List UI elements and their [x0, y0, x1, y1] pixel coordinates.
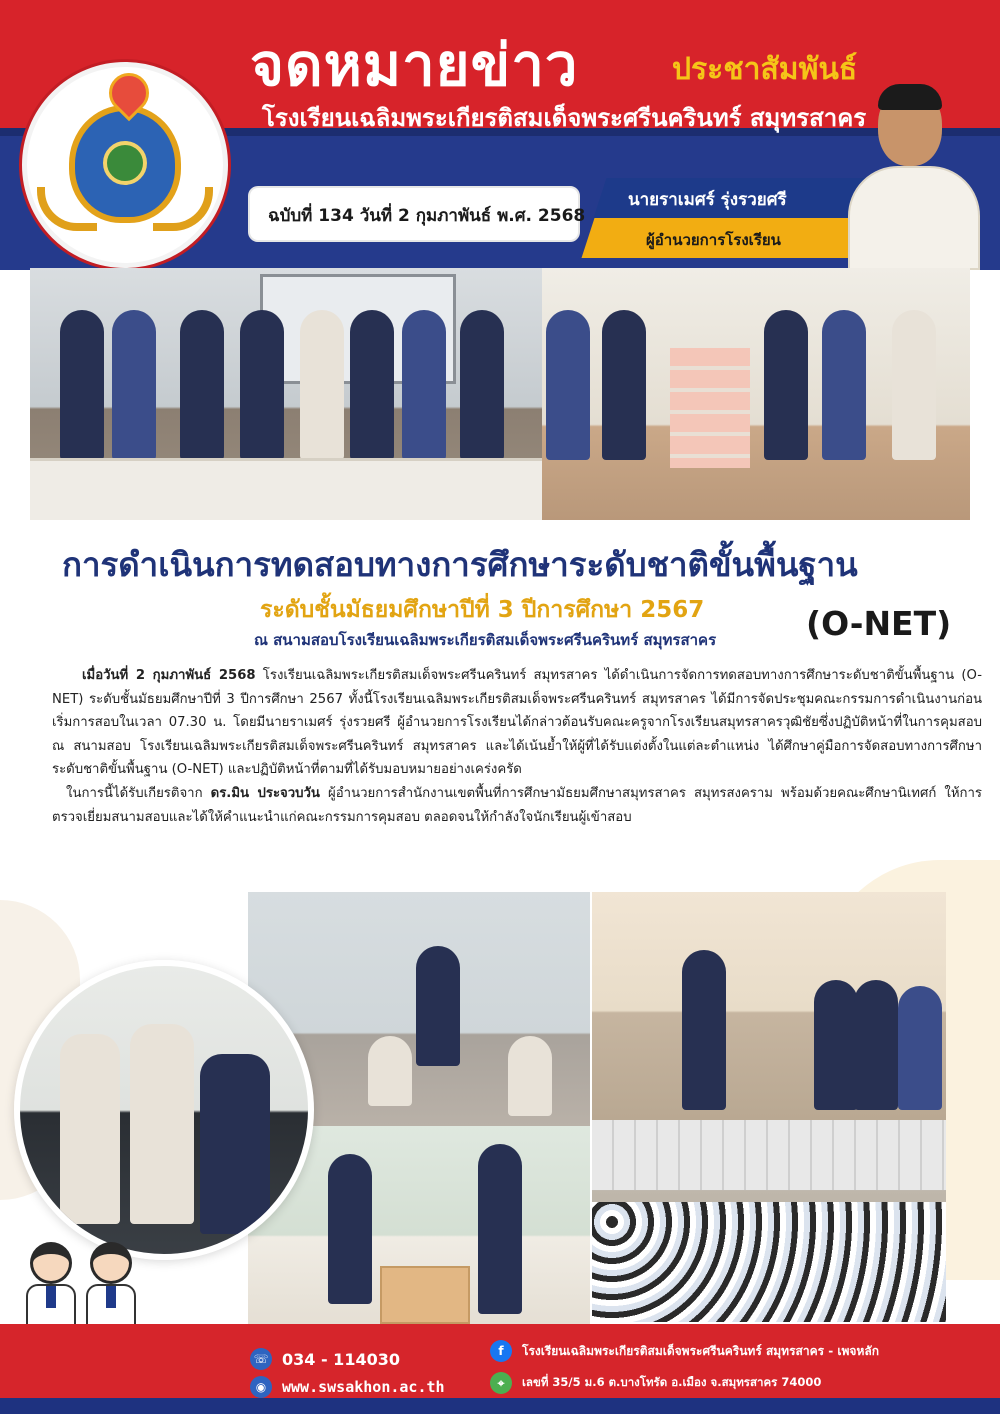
- mascot-tie: [106, 1286, 116, 1308]
- facebook-page[interactable]: โรงเรียนเฉลิมพระเกียรติสมเด็จพระศรีนครินทร์ สมุทรสาคร - เพจหลัก: [522, 1343, 879, 1358]
- footer-facebook[interactable]: [490, 1340, 879, 1362]
- phone-icon: ☏: [250, 1348, 272, 1370]
- mascot-tie: [46, 1286, 56, 1308]
- newsletter-subtitle: ประชาสัมพันธ์: [672, 52, 858, 87]
- person: [368, 1036, 412, 1106]
- exam-paper-boxes: [670, 348, 750, 468]
- article-subheadline: ระดับชั้นมัธยมศึกษาปีที่ 3 ปีการศึกษา 2567: [260, 597, 705, 623]
- person: [508, 1036, 552, 1116]
- photo-committee-meeting: [30, 268, 542, 520]
- photo-inspection: [592, 892, 946, 1120]
- logo-center-seal: [103, 141, 147, 185]
- website-link[interactable]: www.swsakhon.ac.th: [282, 1378, 445, 1396]
- person: [240, 310, 284, 460]
- person: [892, 310, 936, 460]
- school-name: โรงเรียนเฉลิมพระเกียรติสมเด็จพระศรีนครินทร์ สมุทรสาคร: [262, 104, 867, 132]
- person: [546, 310, 590, 460]
- paragraph-1-lead: เมื่อวันที่ 2 กุมภาพันธ์ 2568: [82, 668, 256, 683]
- paragraph-2-text: ผู้อำนวยการสำนักงานเขตพื้นที่การศึกษามัธยมศึกษาสมุทรสาคร สมุทรสงคราม พร้อมด้วยคณะศึกษานิเทศก์ ให้การตรวจเยี่ยมสนามสอบและได้ให้คำแนะนำแก่คณะกรรมการคุมสอบ ตลอดจนให้กำลังใจนักเรียนผู้เข้าสอบ: [52, 785, 982, 825]
- globe-icon: ◉: [250, 1376, 272, 1398]
- director-shirt: [848, 166, 980, 270]
- school-address: เลขที่ 35/5 ม.6 ต.บางโทรัด อ.เมือง จ.สมุทรสาคร 74000: [522, 1375, 822, 1389]
- person: [822, 310, 866, 460]
- person: [328, 1154, 372, 1304]
- photo-students-checking-list: [14, 960, 314, 1260]
- phone-number: 034 - 114030: [282, 1349, 400, 1369]
- person: [602, 310, 646, 460]
- newsletter-title: จดหมายข่าว: [250, 31, 579, 99]
- director-hair: [878, 84, 942, 110]
- person: [460, 310, 504, 460]
- hall-roof: [592, 1120, 946, 1190]
- footer-bottom-stripe: [0, 1398, 1000, 1414]
- person: [854, 980, 898, 1110]
- person: [814, 980, 858, 1110]
- person: [300, 310, 344, 460]
- paragraph-2-intro: ในการนี้ได้รับเกียรติจาก: [66, 785, 211, 801]
- students-crowd: [592, 1202, 946, 1322]
- school-logo: [22, 62, 228, 268]
- footer-address: [490, 1372, 821, 1394]
- location-icon: ⌖: [490, 1372, 512, 1394]
- article-venue: ณ สนามสอบโรงเรียนเฉลิมพระเกียรติสมเด็จพระศรีนครินทร์ สมุทรสาคร: [254, 631, 717, 649]
- photo-students-assembly: [592, 1120, 946, 1322]
- exam-box: [380, 1266, 470, 1324]
- person: [478, 1144, 522, 1314]
- person: [898, 986, 942, 1110]
- onet-label: (O-NET): [806, 604, 952, 643]
- article-headline: การดำเนินการทดสอบทางการศึกษาระดับชาติขั้นพื้นฐาน: [62, 545, 858, 584]
- person: [764, 310, 808, 460]
- person: [112, 310, 156, 460]
- person: [402, 310, 446, 460]
- person: [416, 946, 460, 1066]
- mascot-head: [90, 1242, 132, 1284]
- person: [60, 310, 104, 460]
- paragraph-2: [52, 782, 982, 829]
- director-title: ผู้อำนวยการโรงเรียน: [646, 231, 781, 249]
- paragraph-1: [52, 664, 982, 782]
- mascot-head: [30, 1242, 72, 1284]
- issue-number: ฉบับที่ 134 วันที่ 2 กุมภาพันธ์ พ.ศ. 2568: [268, 206, 586, 226]
- footer-phone: [250, 1348, 400, 1370]
- person: [200, 1054, 270, 1234]
- paragraph-1-text: โรงเรียนเฉลิมพระเกียรติสมเด็จพระศรีนครินทร์ สมุทรสาคร ได้ดำเนินการจัดการทดสอบทางการศึกษาระดับชาติขั้นพื้นฐาน (O-NET) ระดับชั้นมัธยมศึกษาปีที่ 3 ปีการศึกษา 2567 ทั้งนี้โรงเรียนเฉลิมพระเกียรติสมเด็จพระศรีนครินทร์ สมุทรสาคร ได้มีการจัดประชุมคณะกรรมการดำเนินงานก่อนเริ่มการสอบในเวลา 07.30 น. โดยมีนายราเมศร์ รุ่งรวยศรี ผู้อำนวยการโรงเรียนได้กล่าวต้อนรับคณะครูจากโรงเรียนสมุทรสาครวุฒิชัยซึ่งปฏิบัติหน้าที่ในการคุมสอบ ณ สนามสอบ โรงเรียนเฉลิมพระเกียรติสมเด็จพระศรีนครินทร์ สมุทรสาคร และได้เน้นย้ำให้ผู้ที่ได้รับแต่งตั้งในแต่ละตำแหน่ง ได้ศึกษาคู่มือการจัดสอบทางการศึกษาระดับชาติขั้นพื้นฐาน (O-NET) และปฏิบัติหน้าที่ตามที่ได้รับมอบหมายอย่างเคร่งครัด: [52, 668, 982, 778]
- person: [180, 310, 224, 460]
- issue-box: [248, 186, 586, 242]
- facebook-icon: f: [490, 1340, 512, 1362]
- person: [682, 950, 726, 1110]
- article-body: [52, 664, 982, 829]
- footer-website[interactable]: [250, 1376, 445, 1398]
- person: [350, 310, 394, 460]
- logo-emblem: [69, 105, 181, 223]
- person: [130, 1024, 194, 1224]
- director-name: นายราเมศร์ รุ่งรวยศรี: [628, 190, 787, 210]
- paragraph-2-guest: ดร.มิน ประจวบวัน: [210, 785, 320, 801]
- person: [60, 1034, 120, 1224]
- meeting-table: [30, 458, 542, 520]
- director-photo: [848, 80, 980, 270]
- photo-exam-boxes: [542, 268, 970, 520]
